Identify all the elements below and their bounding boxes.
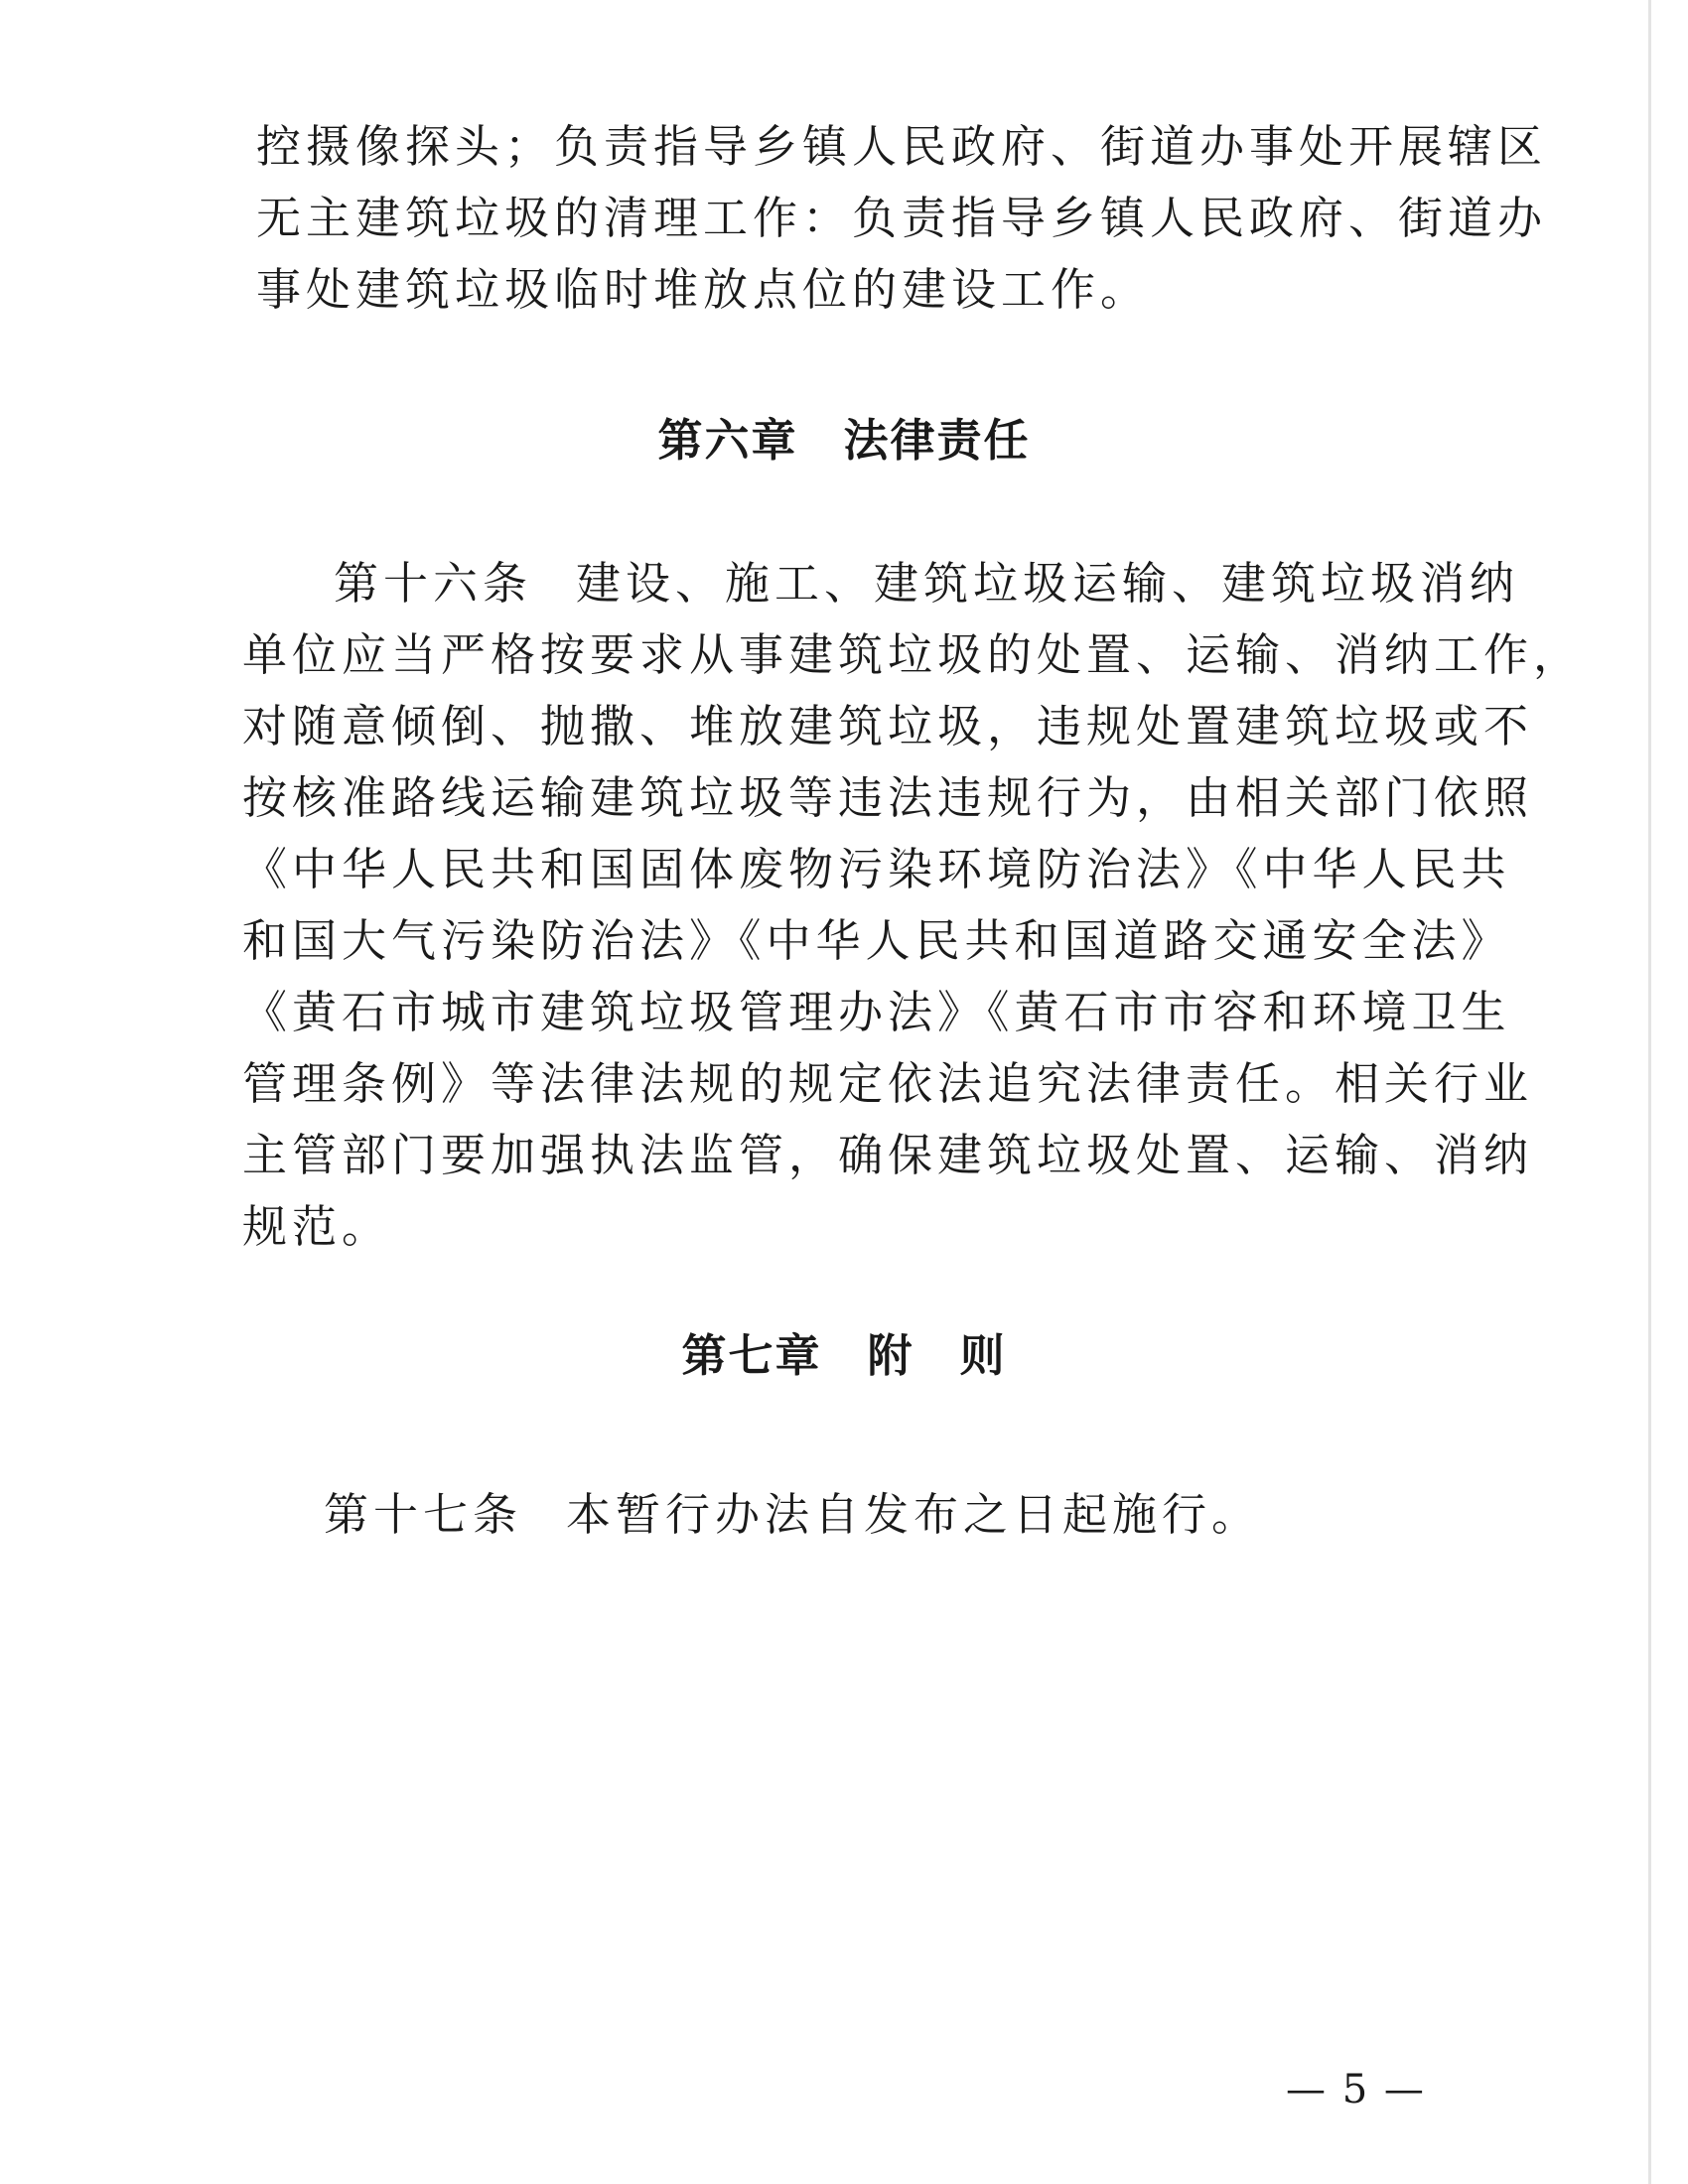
intro-paragraph: [256, 111, 1548, 326]
article16-number: 第十六条: [334, 557, 533, 610]
article16-line: 规范。: [242, 1200, 392, 1253]
intro-line: 事处建筑垃圾临时堆放点位的建设工作。: [256, 263, 1151, 316]
scan-edge-line: [1648, 0, 1651, 2184]
article16-line: 《中华人民共和国固体废物污染环境防治法》《中华人民共: [242, 843, 1511, 895]
chapter7-title-b: 则: [959, 1329, 1007, 1382]
chapter7-heading: [0, 1326, 1688, 1386]
chapter7-title-a: 附: [867, 1329, 914, 1382]
intro-line: 控摄像探头；负责指导乡镇人民政府、街道办事处开展辖区: [256, 120, 1548, 173]
chapter6-number: 第六章: [657, 414, 798, 467]
chapter7-number: 第七章: [681, 1329, 822, 1382]
article16-paragraph: [242, 548, 1584, 1263]
article17-paragraph: [242, 1479, 1394, 1551]
article16-line: 按核准路线运输建筑垃圾等违法违规行为，由相关部门依照: [242, 771, 1534, 824]
page-number: — 5 —: [1286, 2067, 1426, 2113]
article16-line: 单位应当严格按要求从事建筑垃圾的处置、运输、消纳工作，: [242, 628, 1584, 681]
article16-line: 主管部门要加强执法监管，确保建筑垃圾处置、运输、消纳: [242, 1129, 1534, 1181]
article16-line: 对随意倾倒、抛撒、堆放建筑垃圾，违规处置建筑垃圾或不: [242, 700, 1534, 752]
article16-line: 和国大气污染防治法》《中华人民共和国道路交通安全法》: [242, 914, 1511, 967]
article17-number: 第十七条: [324, 1488, 523, 1541]
article16-line: 《黄石市城市建筑垃圾管理办法》《黄石市市容和环境卫生: [242, 986, 1511, 1038]
article16-line: 管理条例》等法律法规的规定依法追究法律责任。相关行业: [242, 1057, 1534, 1110]
article17-line: [242, 1479, 1394, 1551]
article17-text: 本暂行办法自发布之日起施行。: [566, 1488, 1262, 1541]
article16-first-text: 建设、施工、建筑垃圾运输、建筑垃圾消纳: [576, 557, 1520, 610]
chapter6-title: 法律责任: [843, 414, 1031, 467]
chapter6-heading: [0, 411, 1688, 471]
intro-line: 无主建筑垃圾的清理工作：负责指导乡镇人民政府、街道办: [256, 192, 1548, 244]
article16-first-line: [242, 548, 1520, 619]
